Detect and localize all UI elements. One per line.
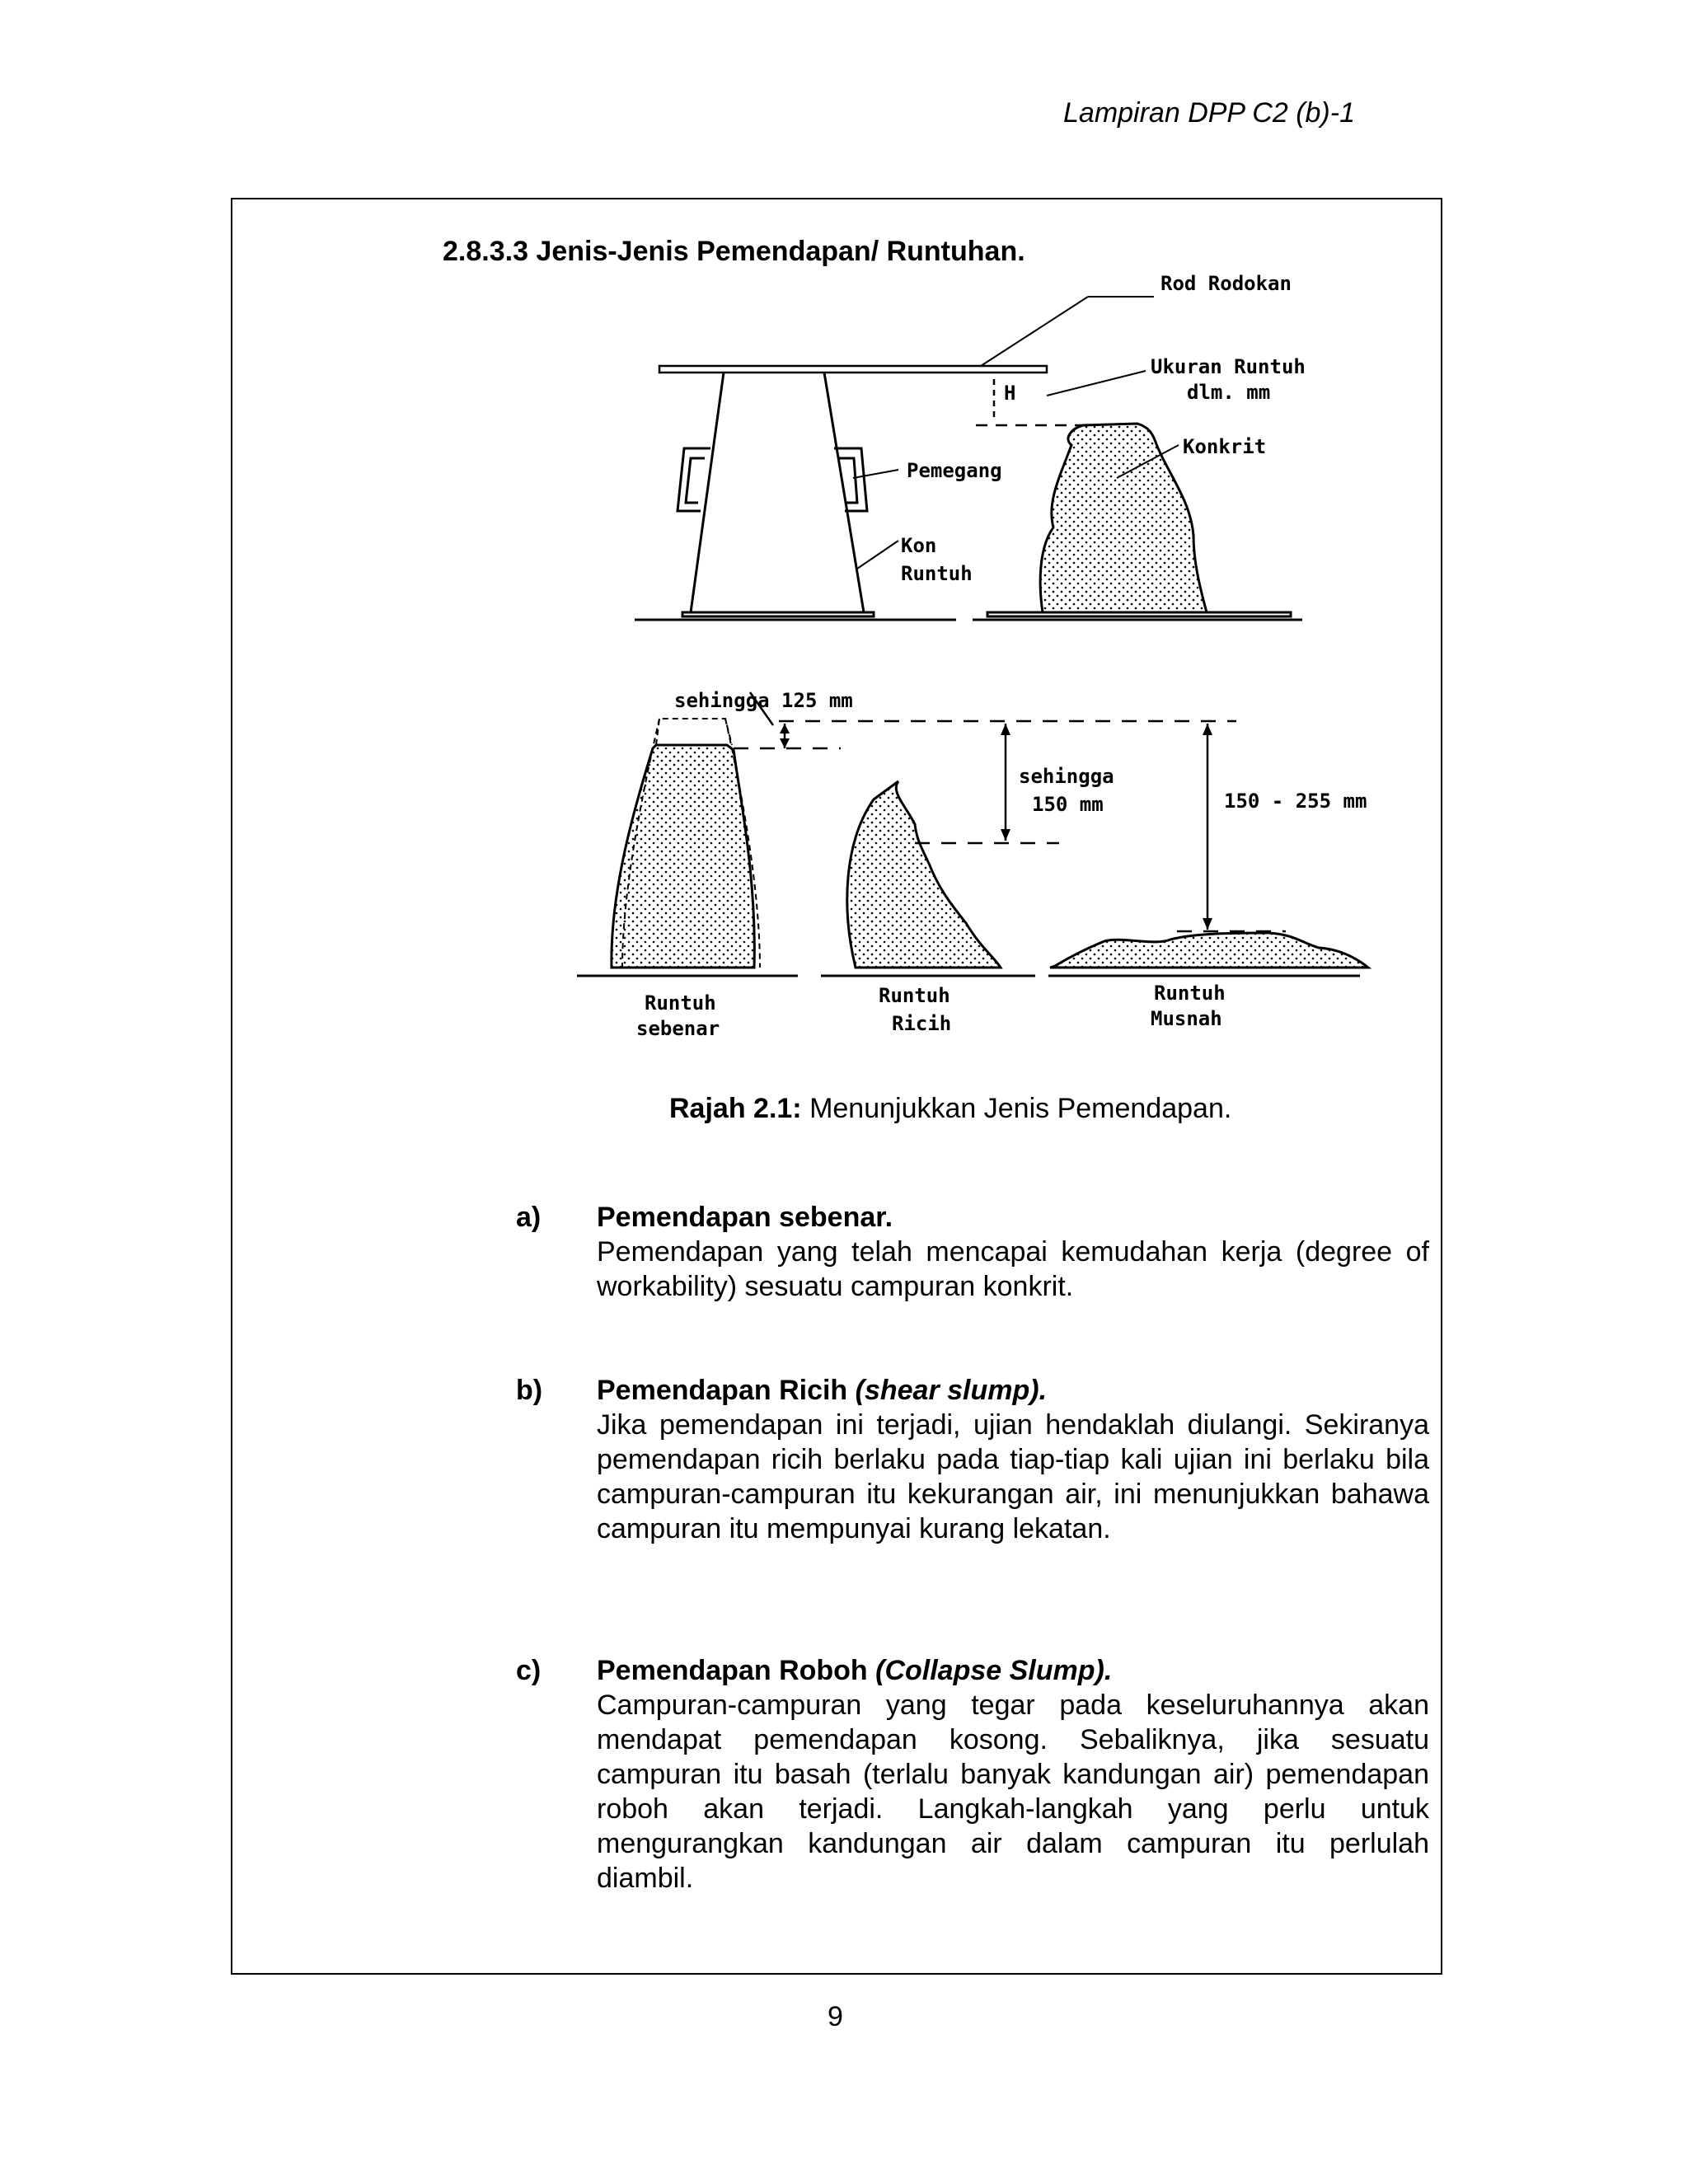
figure-caption xyxy=(669,1093,1231,1125)
label-h: H xyxy=(1004,382,1016,405)
caption-label: Rajah 2.1: xyxy=(669,1093,802,1124)
label-ukuran-runtuh: Ukuran Runtuh xyxy=(1151,355,1306,378)
item-letter: b) xyxy=(516,1375,543,1406)
item-text: Jika pemendapan ini terjadi, ujian hendaklah diulangi. Sekiranya pemendapan ricih berlaku pada tiap-tiap kali ujian ini berlaku bila campuran-campuran itu kekurangan air, ini menunjukkan bahawa campuran itu mempunyai kurang lekatan. xyxy=(597,1409,1429,1544)
slump-shear xyxy=(821,781,1035,976)
item-text: Campuran-campuran yang tegar pada keseluruhannya akan mendapat pemendapan kosong. Sebaliknya, jika sesuatu campuran itu basah (terlalu banyak kandungan air) pemendapan roboh akan terjadi. Langkah-langkah yang perlu untuk mengurangkan kandungan air dalam campuran itu perlulah diambil. xyxy=(597,1690,1429,1894)
label-runtuh-musnah-1: Runtuh xyxy=(1154,982,1226,1005)
label-150-255: 150 - 255 mm xyxy=(1224,790,1367,813)
item-heading: Pemendapan sebenar. xyxy=(597,1202,893,1233)
label-runtuh-musnah-2: Musnah xyxy=(1151,1007,1222,1030)
label-runtuh-sebenar-1: Runtuh xyxy=(645,991,716,1015)
item-heading: Pemendapan Ricih (shear slump). xyxy=(597,1375,1048,1406)
item-heading: Pemendapan Roboh (Collapse Slump). xyxy=(597,1655,1113,1686)
label-konkrit: Konkrit xyxy=(1183,435,1267,458)
slump-figure xyxy=(577,264,1385,1071)
item-letter: a) xyxy=(516,1202,542,1233)
label-kon: Kon xyxy=(901,534,937,557)
label-sehingga-125: sehingga 125 mm xyxy=(674,689,853,712)
section-title: 2.8.3.3 Jenis-Jenis Pemendapan/ Runtuhan. xyxy=(443,236,1025,267)
label-rod-rodokan: Rod Rodokan xyxy=(1160,272,1292,295)
header-reference: Lampiran DPP C2 (b)-1 xyxy=(1063,97,1355,129)
slump-collapse xyxy=(1048,933,1368,976)
item-letter: c) xyxy=(516,1655,542,1686)
label-kon-runtuh: Runtuh xyxy=(901,562,973,585)
caption-text: Menunjukkan Jenis Pemendapan. xyxy=(801,1093,1232,1124)
label-150-mm: 150 mm xyxy=(1032,793,1104,816)
page-number: 9 xyxy=(828,2001,843,2032)
dimension-arrows xyxy=(780,724,1212,930)
dimension-lines xyxy=(734,692,1286,931)
label-pemegang: Pemegang xyxy=(907,459,1002,482)
label-runtuh-ricih-1: Runtuh xyxy=(879,984,950,1007)
rod-bar xyxy=(659,366,1047,373)
label-runtuh-ricih-2: Ricih xyxy=(892,1012,952,1035)
slump-true xyxy=(577,719,798,976)
item-text: Pemendapan yang telah mencapai kemudahan kerja (degree of workability) sesuatu campuran konkrit. xyxy=(597,1236,1429,1302)
height-indicator xyxy=(976,379,1088,425)
label-runtuh-sebenar-2: sebenar xyxy=(636,1017,720,1040)
label-sehingga: sehingga xyxy=(1019,765,1114,788)
label-dlm-mm: dlm. mm xyxy=(1187,381,1271,404)
